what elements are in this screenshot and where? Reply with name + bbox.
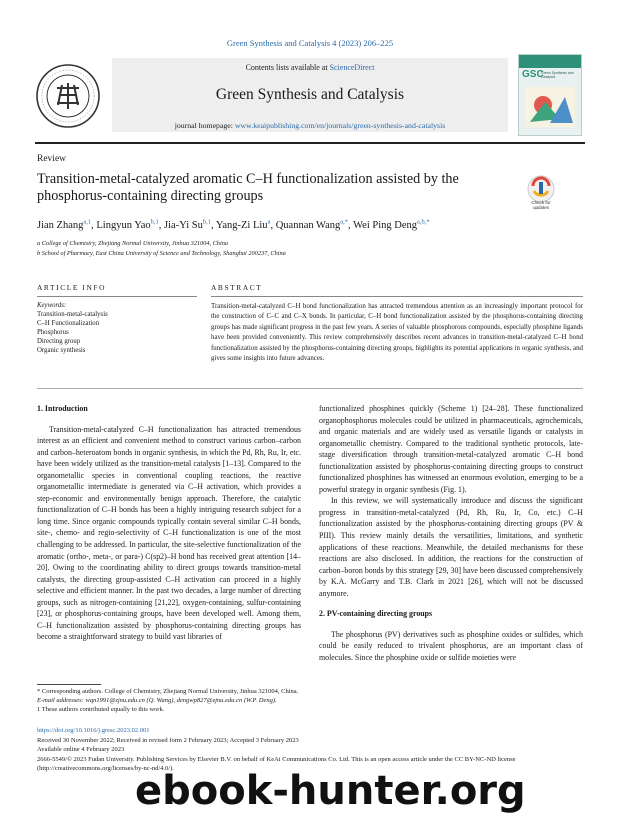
received-dates: Received 30 November 2022; Received in revised form 2 February 2023; Accepted 3 February 2023 bbox=[37, 737, 299, 744]
body-paragraph: The phosphorus (PV) derivatives such as phosphine oxides or sulfides, which could be easily reduced to trivalent phosphorus, are an important class of molecules. Since the phosphine oxide or sulfide moieties were bbox=[319, 629, 583, 662]
running-head[interactable]: Green Synthesis and Catalysis 4 (2023) 206–225 bbox=[226, 38, 394, 48]
fudan-seal-logo bbox=[35, 63, 101, 129]
keyword: Transition-metal-catalysis bbox=[37, 311, 108, 318]
introduction-heading: 1. Introduction bbox=[37, 404, 88, 413]
article-type: Review bbox=[37, 154, 67, 164]
author-affiliation-mark[interactable]: a,1 bbox=[83, 218, 92, 225]
article-info-heading: ARTICLE INFO bbox=[37, 283, 107, 292]
keyword: C–H Functionalization bbox=[37, 320, 100, 327]
doi-link[interactable]: https://doi.org/10.1016/j.gresc.2023.02.001 bbox=[37, 727, 150, 734]
badge-line-1: Check for bbox=[531, 200, 551, 205]
keywords-label: Keywords: bbox=[37, 302, 67, 309]
abstract-text: Transition-metal-catalyzed C–H bond functionalization has attracted tremendous attention as an increasingly important protocol for the construction of C–C and C–X bonds. In particular, C–H bond functionalization assisted by the phosphorus-containing directing groups has made significant progress in the past few years. A series of valuable phosphorous compounds, especially phosphine ligands have been provided conveniently. This review comprehensively describes recent advances in transition-metal-catalyzed C–H bond functionalization assisted by the phosphorus-containing directing groups, highlights its potential applications in organic synthesis, and gives some insights into future advances. bbox=[211, 303, 583, 363]
affiliation-a: a College of Chemistry, Zhejiang Normal University, Jinhua 321004, China bbox=[37, 240, 228, 247]
left-column bbox=[37, 403, 301, 643]
cover-abbreviation: GSC bbox=[522, 69, 544, 80]
watermark-text: ebook-hunter.org bbox=[135, 768, 526, 814]
abstract-heading: ABSTRACT bbox=[211, 283, 263, 292]
introduction-paragraph: Transition-metal-catalyzed C–H functionalization has attracted tremendous interest as an efficient and convenient method to construct various carbon–carbon and carbon–heteroatom bonds in organic synthesis, in which the Pd, Rh, Ru, Ir, etc. have been widely utilized as the transition-metal catalysts [1–13]. Compared to the organometallic species in conventional coupling reactions, the reactive organometallic intermediate is generated via C–H activation, which provides a step-economic and environmentally benign approach. Therefore, the catalytic functionalization of C–H bonds has been a highly intriguing research subject for a long time. Since organic compounds typically contain several similar C–H bonds, site-, chemo- and regio-selectivity of C–H functionalization is one of the most challenging to be addressed. In particular, the site-selective functionalization of the aromatic (ortho-, meta-, or para-) C(sp2)–H bond has received great attention [14–20]. Owing to the coordinating ability to direct groups towards transition-metal catalysts, the directing group-assisted C–H activation can proceed in a highly selective and efficient manner. In the past two decades, a large number of directing groups, such as nitrogen-containing [21,22], oxygen-containing, sulfur-containing [23], or phosphorus-containing groups, have been developed well. Among them, C–H functionalization assisted by phosphorus-containing directing groups has become a straightforward strategy to build vast libraries of bbox=[37, 424, 301, 642]
contents-prefix: Contents lists available at bbox=[245, 63, 330, 72]
section-2-heading: 2. PV-containing directing groups bbox=[319, 609, 433, 619]
author-list bbox=[37, 218, 430, 231]
email-note[interactable]: E-mail addresses: wqn1991@zjnu.edu.cn (Q. Wang), dengwp827@zjnu.edu.cn (W.P. Deng). bbox=[37, 697, 277, 704]
author: Wei Ping Deng$^{a,b,*}$ bbox=[353, 218, 430, 231]
author: Jia-Yi Su$^{b,1}$, bbox=[164, 218, 216, 231]
contents-line bbox=[112, 63, 508, 72]
journal-title: Green Synthesis and Catalysis bbox=[215, 86, 405, 103]
body-paragraph: functionalized phosphines quickly (Scheme 1) [24–28]. These functionalized organophosphorus molecules could be utilized in pharmaceuticals, agrochemicals, and organic materials and are widely used as versatile ligands or catalysts in organometallic chemistry. Compared to the traditional synthetic protocols, late-stage diversification through transition-metal-catalyzed aromatic C–H bond functionalization assisted by phosphorus-containing directing groups to construct functionalized phosphines has witnessed an enormous evolution, emerging to be a powerful strategy in organic synthesis (Fig. 1). bbox=[319, 404, 583, 494]
body-paragraph: In this review, we will systematically introduce and discuss the significant progress in transition-metal-catalyzed (Pd, Rh, Ru, Ir, Co, etc.) C–H functionalization assisted by the phosphorus-containing directing groups (PV & PIII). This review mainly details the versatilities, limitations, and synthetic applications of these reactions. Meanwhile, the detailed mechanisms for these reactions are also disclosed. In addition, the reactions for the construction of carbon–boron bonds by this strategy [29, 30] have been discussed comprehensively by K.A. McGarry and T.B. Clark in 2021 [26], which will not be discussed anymore. bbox=[319, 496, 583, 598]
author-affiliation-mark[interactable]: b,1 bbox=[150, 218, 159, 225]
available-online: Available online 4 February 2023 bbox=[37, 746, 125, 753]
author: Jian Zhang$^{a,1}$, bbox=[37, 218, 97, 231]
homepage-prefix: journal homepage: bbox=[174, 121, 235, 130]
header-rule bbox=[35, 142, 585, 144]
keyword: Directing group bbox=[37, 338, 81, 345]
equal-contribution-note: 1 These authors contributed equally to this work. bbox=[37, 706, 165, 713]
homepage-link[interactable]: www.keaipublishing.com/en/journals/green-synthesis-and-catalysis bbox=[234, 121, 446, 130]
author-affiliation-mark[interactable]: a,* bbox=[340, 218, 349, 225]
right-column bbox=[319, 403, 583, 663]
affiliation-b: b School of Pharmacy, East China University of Science and Technology, Shanghai 200237, China bbox=[37, 250, 286, 257]
check-for-updates-label[interactable] bbox=[519, 200, 563, 210]
author: Quannan Wang$^{a,*}$, bbox=[275, 218, 354, 231]
copyright-notice: 2666-5549/© 2023 Fudan University. Publishing Services by Elsevier B.V. on behalf of KeAi Communications Co. Ltd. This is an open access article under the CC BY-NC-ND license (http://creativecommons.org/licenses/by-nc-nd/4.0/). bbox=[37, 756, 516, 772]
author-affiliation-mark[interactable]: a bbox=[267, 218, 271, 225]
abstract-rule bbox=[211, 296, 583, 297]
author-affiliation-mark[interactable]: a,b,* bbox=[417, 218, 430, 225]
footnote-rule bbox=[37, 684, 101, 685]
article-info-rule bbox=[37, 296, 197, 297]
keyword: Organic synthesis bbox=[37, 347, 86, 354]
homepage-line bbox=[112, 121, 508, 130]
author-affiliation-mark[interactable]: b,1 bbox=[202, 218, 211, 225]
body-rule bbox=[37, 388, 583, 389]
cover-subtitle: Green Synthesis and Catalysis bbox=[541, 71, 574, 79]
journal-cover-image bbox=[518, 54, 582, 136]
author: Yang-Zi Liu$^a$, bbox=[215, 218, 276, 231]
article-title: Transition-metal-catalyzed aromatic C–H functionalization assisted by the phosphorus-containing directing groups bbox=[37, 171, 459, 204]
corresponding-note: * Corresponding authors. College of Chemistry, Zhejiang Normal University, Jinhua 321004, China. bbox=[37, 688, 299, 695]
keyword: Phosphorus bbox=[37, 329, 69, 336]
sciencedirect-link[interactable]: ScienceDirect bbox=[329, 63, 375, 72]
author: Lingyun Yao$^{b,1}$, bbox=[96, 218, 165, 231]
badge-line-2: updates bbox=[532, 205, 549, 210]
